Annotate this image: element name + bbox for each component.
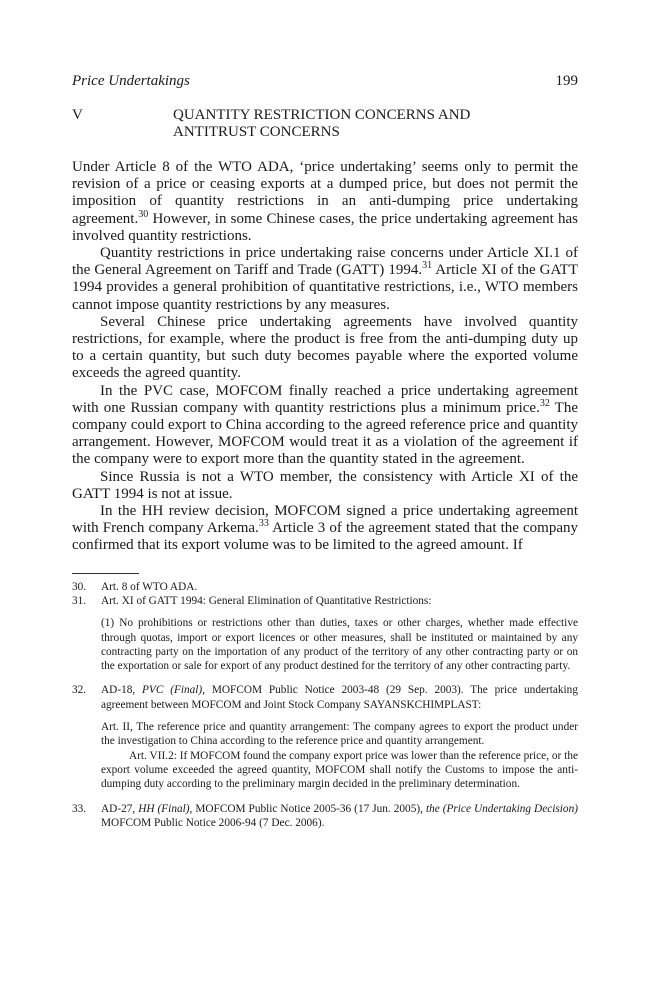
footnote-ref[interactable]: 32 (539, 397, 550, 409)
footnote-30 (72, 580, 578, 594)
section-heading (72, 107, 578, 141)
footnote-text (101, 802, 578, 831)
footnote-text: Art. XI of GATT 1994: General Elimination of Quantitative Restrictions: (101, 594, 432, 607)
running-head (72, 72, 578, 90)
footnote-text-part: AD-18, (101, 684, 143, 697)
footnote-text: Art. 8 of WTO ADA. (101, 580, 198, 593)
footnote-divider (72, 573, 139, 574)
quote-text: (1) No prohibitions or restrictions other than duties, taxes or other charges, whether made effective through quotas, import or export licences or other measures, shall be instituted or maintained by any contracting party on the importation of any product of the territory of any other contracting party or on the exportation or sale for export of any product destined for the territory of any other contracting party. (101, 617, 578, 673)
footnote-ref[interactable]: 30 (138, 208, 149, 220)
footnote-31 (72, 594, 578, 608)
footnote-text-part: , MOFCOM Public Notice 2005-36 (17 Jun. 2005), (189, 802, 426, 815)
section-title-line-1: QUANTITY RESTRICTION CONCERNS AND (173, 107, 471, 123)
footnote-text (101, 683, 578, 712)
paragraph (72, 469, 578, 503)
paragraph (72, 383, 578, 469)
paragraph-text: Article 3 of the agreement stated that the company confirmed that its export volume was to be limited to the agreed amount. If (72, 520, 578, 554)
paragraph (72, 503, 578, 555)
footnote-32 (72, 683, 578, 712)
case-name: PVC (Final) (142, 684, 203, 697)
footnote-text-part: AD-27, (101, 802, 139, 815)
paragraph-text: Under Article 8 of the WTO ADA, ‘price undertaking’ seems only to permit the revision of a price or ceasing exports at a dumped price, but does not permit the imposition of quantity restrictions in an anti-dumping price undertaking agreement. (72, 159, 578, 227)
paragraph-text: Quantity restrictions in price undertaking raise concerns under Article XI.1 of the General Agreement on Tariff and Trade (GATT) 1994. (72, 245, 578, 279)
footnote-number: 30. (72, 580, 87, 593)
book-page (72, 72, 578, 830)
footnote-text-part: , MOFCOM Public Notice 2003-48 (29 Sep. 2003). The price undertaking agreement between MOFCOM and Joint Stock Company SAYANSKCHIMPLAST: (101, 684, 578, 711)
body-text (72, 159, 578, 555)
quote-text: Art. II, The reference price and quantity arrangement: The company agrees to export the product under the investigation to China according to the reference price and quantity arrangement. (101, 721, 578, 748)
paragraph (72, 159, 578, 245)
footnote-32-quote (101, 720, 578, 791)
footnote-number: 32. (72, 684, 87, 697)
footnote-number: 31. (72, 594, 87, 607)
footnotes (72, 580, 578, 830)
footnote-text-part: MOFCOM Public Notice 2006-94 (7 Dec. 2006). (101, 816, 325, 829)
footnote-ref[interactable]: 33 (258, 518, 269, 530)
section-number: V (72, 107, 83, 123)
footnote-ref[interactable]: 31 (422, 260, 433, 272)
paragraph (72, 314, 578, 383)
running-head-title: Price Undertakings (72, 73, 190, 89)
case-name: HH (Final) (138, 802, 190, 815)
paragraph (72, 245, 578, 314)
decision-name: the (Price Undertaking Decision) (425, 802, 578, 815)
paragraph-text: In the HH review decision, MOFCOM signed a price undertaking agreement with French company Arkema. (72, 503, 578, 537)
footnote-number: 33. (72, 802, 87, 815)
footnote-31-quote (101, 616, 578, 673)
paragraph-text: Article XI of the GATT 1994 provides a general prohibition of quantitative restrictions, i.e., WTO members cannot impose quantity restrictions by any measures. (72, 262, 578, 313)
paragraph-text: In the PVC case, MOFCOM finally reached a price undertaking agreement with one Russian company with quantity restrictions plus a minimum price. (72, 382, 578, 416)
paragraph-text: Several Chinese price undertaking agreements have involved quantity restrictions, for example, where the product is free from the anti-dumping duty up to a certain quantity, but such duty becomes payable where the exported volume exceeds the agreed quantity. (72, 313, 578, 382)
section-title-line-2: ANTITRUST CONCERNS (173, 124, 340, 140)
page-number: 199 (555, 73, 578, 89)
paragraph-text: The company could export to China according to the agreed reference price and quantity arrangement. However, MOFCOM would treat it as a violation of the agreement if the company were to export more than the quantity stated in the agreement. (72, 399, 578, 468)
section-title (173, 107, 578, 141)
paragraph-text: However, in some Chinese cases, the price undertaking agreement has involved quantity restrictions. (72, 210, 578, 244)
paragraph-text: Since Russia is not a WTO member, the consistency with Article XI of the GATT 1994 is not at issue. (72, 468, 578, 502)
quote-text: Art. VII.2: If MOFCOM found the company export price was lower than the reference price, or the export volume exceeded the agreed quantity, MOFCOM shall notify the Customs to impose the anti-dumping duty according to the preliminary margin decided in the preliminary determination. (101, 749, 578, 791)
footnote-33 (72, 802, 578, 831)
